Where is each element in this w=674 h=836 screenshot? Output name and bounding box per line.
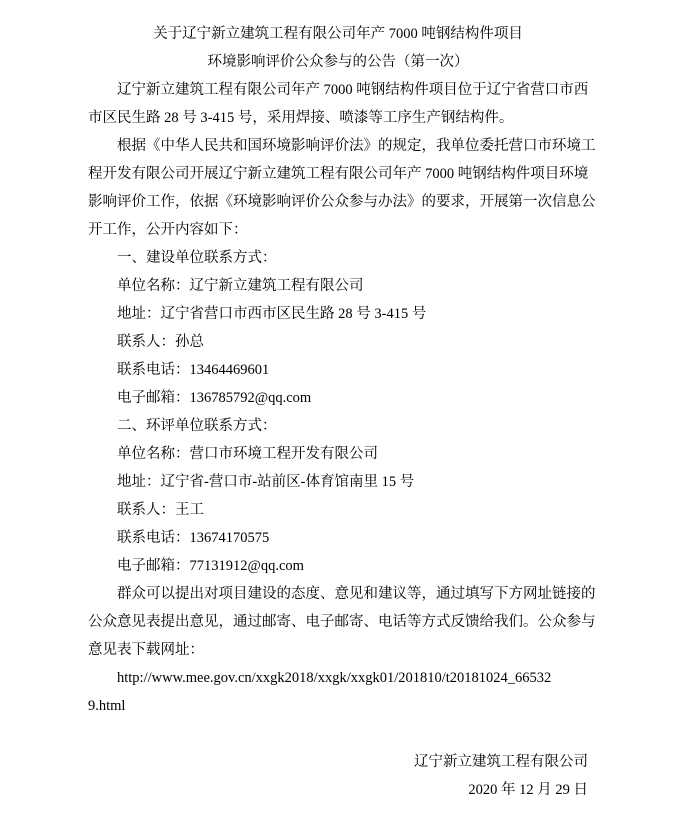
section2-heading-line: 二、环评单位联系方式：: [117, 418, 277, 434]
blank-line: [88, 720, 588, 748]
section1-email-line: 电子邮箱：136785792@qq.com: [117, 390, 312, 406]
intro-line-1: 辽宁新立建筑工程有限公司年产 7000 吨钢结构件项目位于辽宁省营口市西: [117, 82, 589, 98]
section2-email-line: 电子邮箱：77131912@qq.com: [117, 558, 304, 574]
section2-phone-line: 联系电话：13674170575: [117, 530, 270, 546]
section1-company-name-line: 单位名称：辽宁新立建筑工程有限公司: [117, 278, 364, 294]
section1-heading-line: 一、建设单位联系方式：: [117, 250, 277, 266]
section2-contact-person-line: 联系人：王工: [117, 502, 204, 518]
basis-line-1: 根据《中华人民共和国环境影响评价法》的规定，我单位委托营口市环境工: [117, 138, 596, 154]
doc-title-line-1: 关于辽宁新立建筑工程有限公司年产 7000 吨钢结构件项目: [153, 26, 523, 42]
basis-line-2: 程开发有限公司开展辽宁新立建筑工程有限公司年产 7000 吨钢结构件项目环境: [88, 166, 589, 182]
signature-company-line: 辽宁新立建筑工程有限公司: [414, 754, 588, 770]
basis-line-4: 开工作，公开内容如下：: [88, 222, 248, 238]
section1-address-line: 地址：辽宁省营口市西市区民生路 28 号 3-415 号: [117, 306, 427, 322]
intro-line-2: 市区民生路 28 号 3-415 号，采用焊接、喷漆等工序生产钢结构件。: [88, 110, 514, 126]
section2-address-line: 地址：辽宁省-营口市-站前区-体育馆南里 15 号: [117, 474, 415, 490]
section1-contact-person-line: 联系人：孙总: [117, 334, 204, 350]
feedback-line-2: 公众意见表提出意见，通过邮寄、电子邮寄、电话等方式反馈给我们。公众参与: [88, 614, 596, 630]
feedback-line-1: 群众可以提出对项目建设的态度、意见和建议等，通过填写下方网址链接的: [117, 586, 596, 602]
basis-line-3: 影响评价工作，依据《环境影响评价公众参与办法》的要求，开展第一次信息公: [88, 194, 596, 210]
signature-date-line: 2020 年 12 月 29 日: [468, 782, 588, 798]
section1-phone-line: 联系电话：13464469601: [117, 362, 270, 378]
url-line-1: http://www.mee.gov.cn/xxgk2018/xxgk/xxgk01/201810/t20181024_66532: [117, 670, 552, 686]
feedback-line-3: 意见表下载网址：: [88, 642, 204, 658]
doc-title-line-2: 环境影响评价公众参与的公告（第一次）: [207, 54, 469, 70]
section2-company-name-line: 单位名称：营口市环境工程开发有限公司: [117, 446, 378, 462]
url-line-2: 9.html: [88, 698, 126, 714]
